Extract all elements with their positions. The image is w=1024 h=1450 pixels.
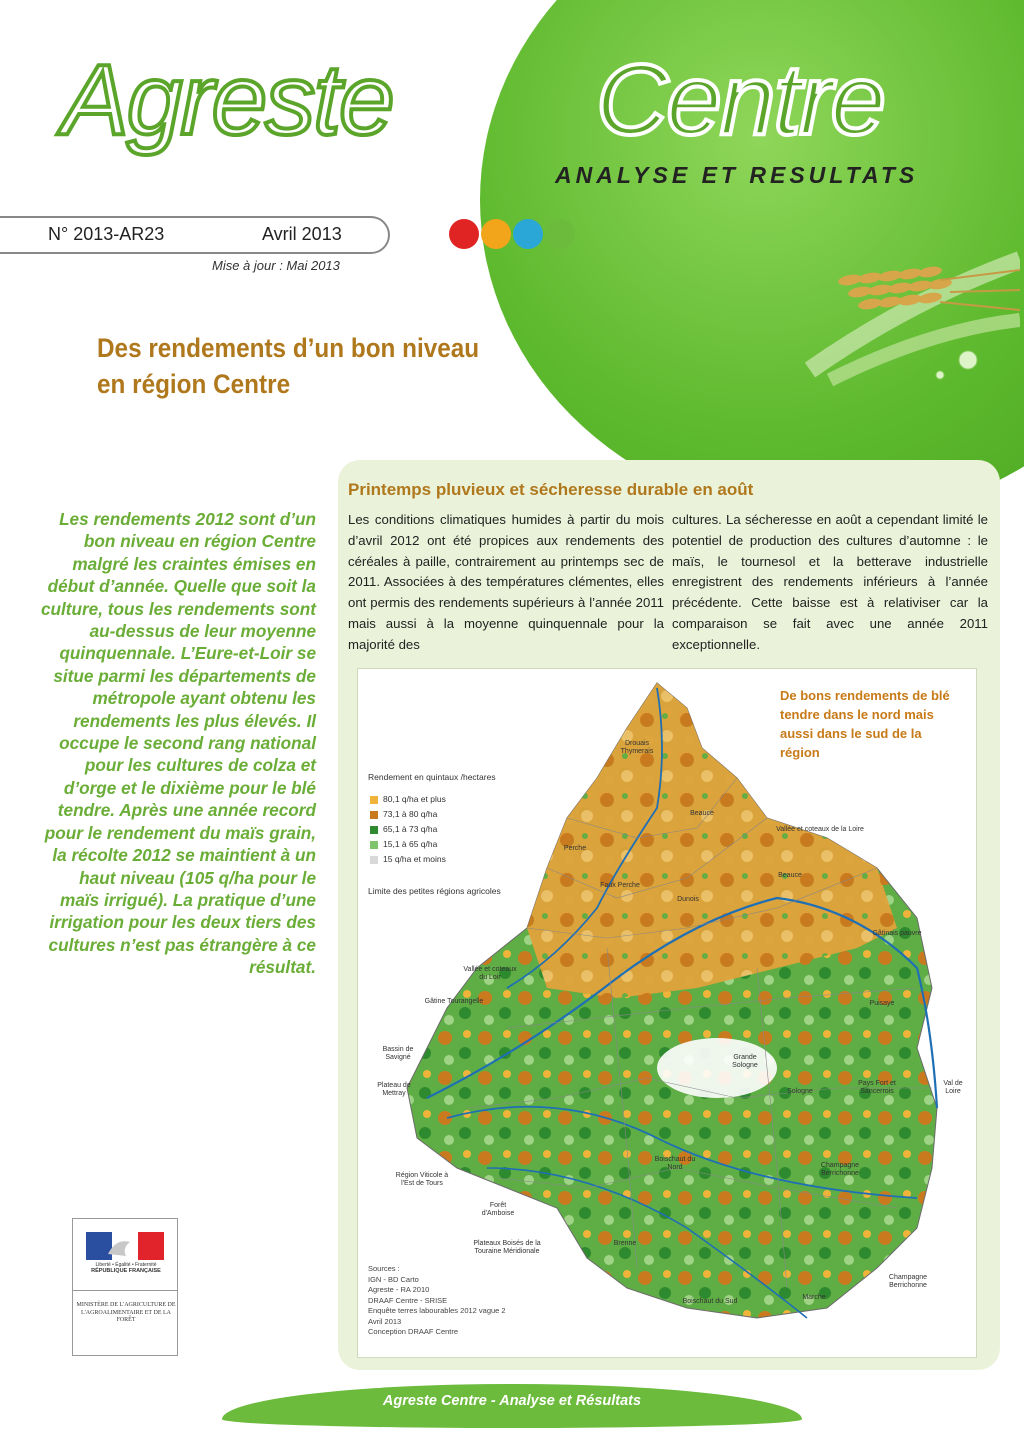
- legend-item-4: 15,1 à 65 q/ha: [370, 839, 437, 849]
- map-label: Forêt d'Amboise: [481, 1202, 515, 1217]
- masthead-title-part2: Centre: [596, 44, 885, 156]
- panel-title: Printemps pluvieux et sécheresse durable en août: [348, 480, 754, 499]
- map-sources: [368, 1264, 578, 1338]
- source-line: IGN - BD Carto: [368, 1274, 419, 1284]
- wheat-illustration: [790, 240, 1020, 390]
- legend-swatch-2: [370, 811, 378, 819]
- legend-item-3: 65,1 à 73 q/ha: [370, 824, 437, 834]
- map-label: Dunois: [677, 896, 699, 903]
- issue-number: N° 2013-AR23: [48, 224, 165, 244]
- green-dot: [545, 219, 575, 249]
- masthead-subtitle: ANALYSE ET RESULTATS: [555, 162, 919, 188]
- map-label: Boischaut du Nord: [654, 1156, 696, 1171]
- source-line: Avril 2013: [368, 1316, 402, 1326]
- map-label: Puisaye: [869, 1000, 895, 1007]
- map-caption: De bons rendements de blé tendre dans le nord mais aussi dans le sud de la région: [780, 688, 950, 760]
- headline-line2: en région Centre: [97, 369, 291, 399]
- map-label: Vallée et coteaux de la Loire: [776, 826, 864, 833]
- red-dot: [449, 219, 479, 249]
- intro-paragraph: Les rendements 2012 sont d’un bon niveau en région Centre malgré les craintes émises en début d’année. Quelle que soit la culture, tous les rendements sont au-dessus de leur moyenne quinquennale. L’Eure-et-Loir se situe parmi les départements de métropole ayant obtenu les rendements les plus élevés. Il occupe le second rang national pour les cultures de colza et d’orge et le dixième pour le blé tendre. Après une année record pour le rendement du maïs grain, la récolte 2012 se maintient à un haut niveau (105 q/ha pour le maïs irrigué). La pratique d’une irrigation pour les deux tiers des cultures n’est pas étrangère à ce résultat.: [40, 509, 316, 978]
- map-label: Région Viticole à l'Est de Tours: [395, 1172, 449, 1187]
- map-label: Grande Sologne: [732, 1054, 758, 1069]
- panel-column-1: Les conditions climatiques humides à partir du mois d’avril 2012 ont été propices aux rendements des céréales à paille, contrairement au printemps sec de 2011. Associées à des températures clémentes, elles ont permis des rendements supérieurs à l’année 2011 mais aussi à la moyenne quinquennale pour la majorité des: [348, 512, 664, 652]
- logo-ministry: MINISTÈRE DE L'AGRICULTURE DE L'AGROALIMENTAIRE ET DE LA FORÊT: [76, 1302, 176, 1323]
- logo-divider: [72, 1290, 178, 1291]
- footer-text: Agreste Centre - Analyse et Résultats: [382, 1393, 642, 1409]
- legend-title: Rendement en quintaux /hectares: [368, 772, 496, 782]
- map-label: Pays Fort et Sancerrois: [858, 1080, 896, 1095]
- map-label: Perche: [563, 845, 587, 852]
- legend-swatch-4: [370, 841, 378, 849]
- source-line: Sources :: [368, 1264, 400, 1273]
- masthead-title-part1: Agreste: [62, 44, 393, 156]
- legend-swatch-5: [370, 856, 378, 864]
- source-line: Conception DRAAF Centre: [368, 1327, 459, 1336]
- source-line: Agreste - RA 2010: [368, 1285, 430, 1294]
- map-label: Beauce: [690, 810, 714, 817]
- panel-column-2: cultures. La sécheresse en août a cependant limité le potentiel de production des cultures d’automne : le maïs, le tournesol et la betterave industrielle enregistrent des rendements inférieurs à l’année précédente. Cette baisse est à relativiser car la comparaison se fait avec une année 2011 exceptionnelle.: [672, 512, 988, 652]
- source-line: Enquête terres labourables 2012 vague 2: [368, 1306, 506, 1315]
- map-label: Faux Perche: [600, 882, 640, 889]
- map-label: Marche: [802, 1294, 826, 1301]
- map-label: Boischaut du Sud: [682, 1298, 738, 1305]
- headline: [97, 330, 574, 402]
- map-label: Beauce: [778, 872, 802, 879]
- map-label: Champagne Berrichonne: [888, 1274, 928, 1289]
- legend-item-5: 15 q/ha et moins: [370, 854, 446, 864]
- legend-item-2: 73,1 à 80 q/ha: [370, 809, 437, 819]
- orange-dot: [481, 219, 511, 249]
- map-label: Gâtine Tourangelle: [424, 998, 484, 1005]
- map-label: Champagne Berrichonne: [820, 1162, 860, 1177]
- map-label: Drouais Thymerais: [620, 740, 654, 755]
- map-label: Sologne: [787, 1088, 813, 1095]
- map-label: Plateau de Mettray: [377, 1082, 411, 1097]
- legend-swatch-1: [370, 796, 378, 804]
- blue-dot: [513, 219, 543, 249]
- issue-date: Avril 2013: [262, 224, 342, 244]
- legend-limit: Limite des petites régions agricoles: [368, 886, 501, 896]
- headline-line1: Des rendements d’un bon niveau: [97, 333, 480, 363]
- update-note: Mise à jour : Mai 2013: [212, 258, 340, 273]
- map-label: Brenne: [613, 1240, 637, 1247]
- map-label: Vallée et coteaux du Loir: [463, 966, 517, 981]
- legend-swatch-3: [370, 826, 378, 834]
- map-label: Val de Loire: [943, 1080, 963, 1095]
- logo-motto: Liberté • Égalité • Fraternité RÉPUBLIQUE FRANÇAISE: [91, 1262, 161, 1274]
- map-label: Plateaux Boisés de la Touraine Méridionale: [473, 1240, 541, 1255]
- map-label: Bassin de Savigné: [382, 1046, 414, 1061]
- map-label: Gâtinais pauvre: [872, 930, 922, 937]
- legend-item-1: 80,1 q/ha et plus: [370, 794, 446, 804]
- marianne-flag-icon: [86, 1232, 164, 1260]
- source-line: DRAAF Centre - SRISE: [368, 1295, 448, 1305]
